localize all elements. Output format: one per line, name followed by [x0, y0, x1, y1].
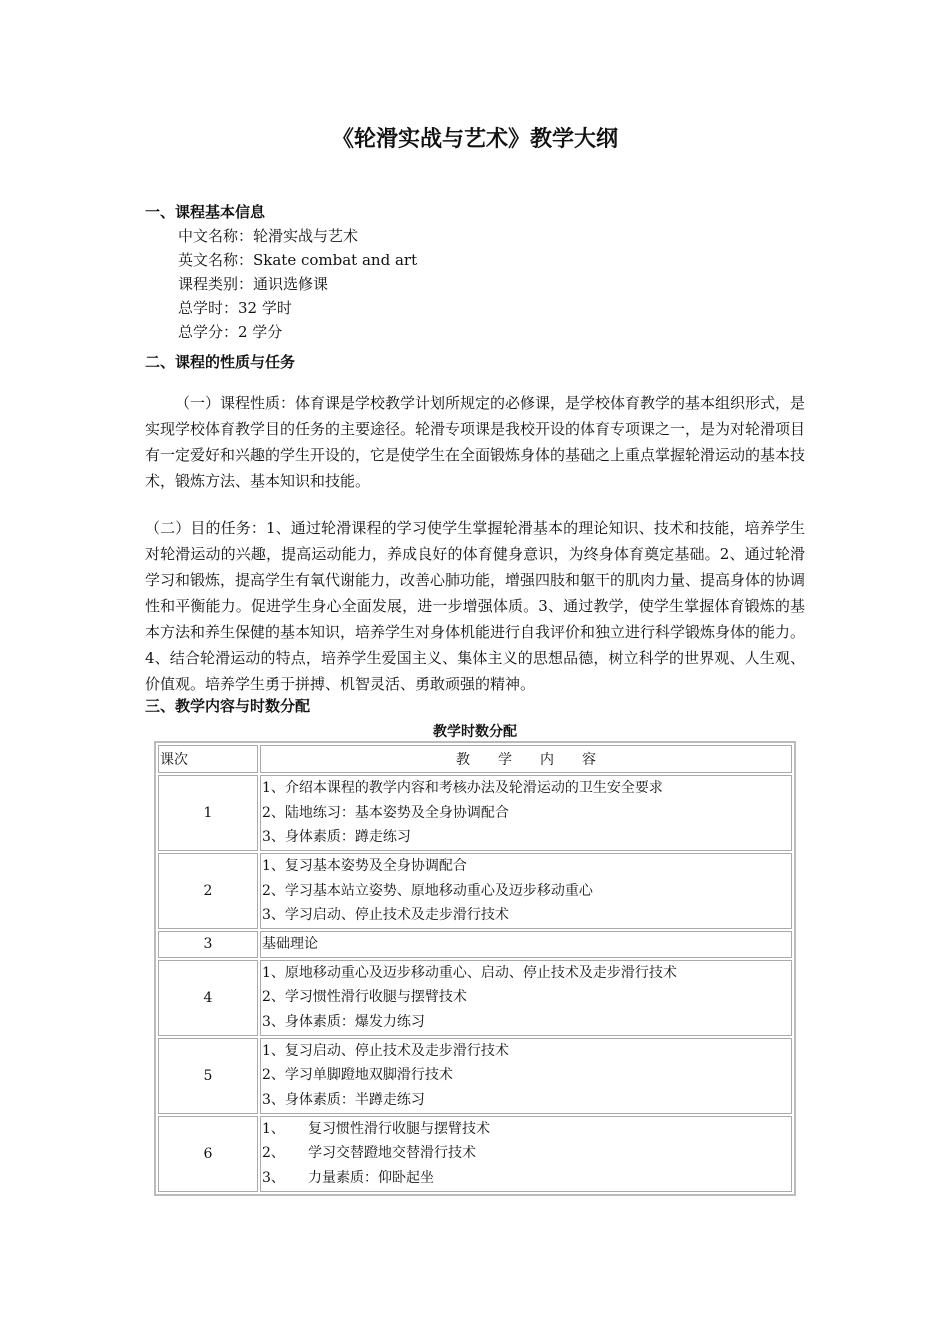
content-line: 1、复习基本姿势及全身协调配合	[262, 858, 467, 875]
list-number: 1、	[262, 1120, 285, 1137]
lesson-number: 2	[158, 853, 258, 929]
content-line: 2、学习基本站立姿势、原地移动重心及迈步移动重心	[262, 882, 593, 899]
section1-heading: 一、课程基本信息	[145, 203, 266, 221]
content-line	[262, 1166, 790, 1191]
list-text: 复习惯性滑行收腿与摆臂技术	[308, 1120, 490, 1137]
table-row	[158, 931, 792, 958]
lesson-content	[260, 775, 792, 851]
document-title: 《轮滑实战与艺术》教学大纲	[331, 127, 618, 152]
lesson-content	[260, 931, 792, 958]
chinese-name-line: 中文名称：轮滑实战与艺术	[178, 227, 359, 245]
lesson-number: 3	[158, 931, 258, 958]
content-line: 基础理论	[262, 936, 318, 952]
table-header-row	[158, 745, 792, 773]
lesson-column-header: 课次	[158, 745, 258, 773]
lesson-content	[260, 960, 792, 1036]
content-line: 3、学习启动、停止技术及走步滑行技术	[262, 907, 509, 924]
lesson-number: 1	[158, 775, 258, 851]
course-nature-paragraph: （一）课程性质：体育课是学校教学计划所规定的必修课，是学校体育教学的基本组织形式，是实现学校体育教学目的任务的主要途径。轮滑专项课是我校开设的体育专项课之一，是为对轮滑项目有一定爱好和兴趣的学生开设的，它是使学生在全面锻炼身体的基础之上重点掌握轮滑运动的基本技术，锻炼方法、基本知识和技能。	[145, 394, 806, 490]
table-row	[158, 775, 792, 851]
content-line: 2、学习单脚蹬地双脚滑行技术	[262, 1067, 453, 1084]
lesson-content	[260, 1038, 792, 1114]
content-line: 3、身体素质：蹲走练习	[262, 829, 411, 846]
table-caption: 教学时数分配	[433, 724, 517, 740]
section3-heading: 三、教学内容与时数分配	[145, 697, 311, 715]
table-row	[158, 1038, 792, 1114]
table-row	[158, 960, 792, 1036]
total-hours-line: 总学时：32 学时	[178, 299, 292, 317]
content-line	[262, 1117, 790, 1142]
table-row	[158, 1116, 792, 1192]
lesson-content	[260, 853, 792, 929]
content-line: 1、介绍本课程的教学内容和考核办法及轮滑运动的卫生安全要求	[262, 780, 663, 797]
teaching-hours-table	[154, 741, 796, 1196]
list-text: 学习交替蹬地交替滑行技术	[308, 1145, 476, 1162]
list-text: 力量素质：仰卧起坐	[308, 1169, 434, 1186]
content-line: 1、复习启动、停止技术及走步滑行技术	[262, 1042, 509, 1059]
content-column-header: 教 学 内 容	[260, 745, 792, 773]
course-basic-info	[178, 224, 417, 344]
english-name-line: 英文名称：Skate combat and art	[178, 251, 418, 269]
course-objectives-paragraph: （二）目的任务：1、通过轮滑课程的学习使学生掌握轮滑基本的理论知识、技术和技能，培养学生对轮滑运动的兴趣，提高运动能力，养成良好的体育健身意识，为终身体育奠定基础。2、通过轮滑学习和锻炼，提高学生有氧代谢能力，改善心肺功能，增强四肢和躯干的肌肉力量、提高身体的协调性和平衡能力。促进学生身心全面发展，进一步增强体质。3、通过教学，使学生掌握体育锻炼的基本方法和养生保健的基本知识，培养学生对身体机能进行自我评价和独立进行科学锻炼身体的能力。4、结合轮滑运动的特点，培养学生爱国主义、集体主义的思想品德，树立科学的世界观、人生观、价值观。培养学生勇于拼搏、机智灵活、勇敢顽强的精神。	[145, 519, 806, 693]
total-credits-line: 总学分：2 学分	[178, 323, 283, 341]
content-line: 1、原地移动重心及迈步移动重心、启动、停止技术及走步滑行技术	[262, 964, 677, 981]
list-number: 3、	[262, 1169, 285, 1186]
content-line: 2、学习惯性滑行收腿与摆臂技术	[262, 989, 467, 1006]
list-number: 2、	[262, 1145, 285, 1162]
content-line	[262, 1141, 790, 1166]
lesson-number: 5	[158, 1038, 258, 1114]
content-line: 3、身体素质：半蹲走练习	[262, 1091, 425, 1108]
table-row	[158, 853, 792, 929]
lesson-content	[260, 1116, 792, 1192]
lesson-number: 6	[158, 1116, 258, 1192]
content-line: 3、身体素质：爆发力练习	[262, 1013, 425, 1030]
course-category-line: 课程类别：通识选修课	[178, 275, 329, 293]
content-line: 2、陆地练习：基本姿势及全身协调配合	[262, 804, 509, 821]
section2-heading: 二、课程的性质与任务	[145, 353, 296, 371]
lesson-number: 4	[158, 960, 258, 1036]
